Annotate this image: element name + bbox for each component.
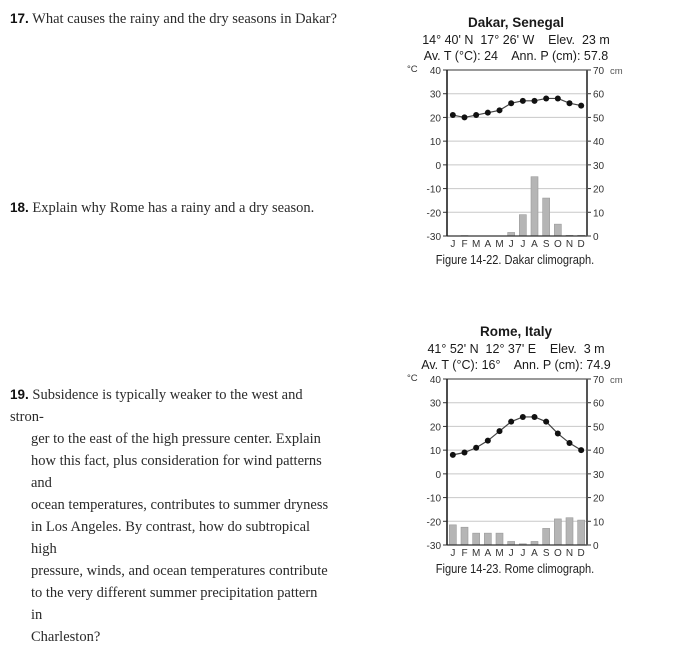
right-axis-tick: 60 [593, 90, 605, 101]
temperature-point [473, 445, 479, 451]
temperature-point [508, 419, 514, 425]
climograph-plot [395, 373, 645, 559]
precip-bar [519, 215, 526, 236]
right-axis-tick: 10 [593, 517, 605, 528]
temperature-point [485, 438, 491, 444]
question-line: ocean temperatures, contributes to summer dryness [10, 494, 330, 516]
month-label: J [520, 239, 525, 250]
right-axis-unit: cm [610, 66, 623, 77]
chart-title: Dakar, Senegal [387, 14, 645, 32]
month-label: D [578, 239, 585, 250]
month-label: J [450, 548, 455, 559]
question-number: 18. [10, 200, 29, 215]
precip-bar [473, 533, 480, 545]
left-axis-tick: 0 [435, 161, 441, 172]
month-label: A [531, 239, 538, 250]
right-axis-tick: 70 [593, 375, 605, 386]
right-axis-tick: 40 [593, 137, 605, 148]
figure-caption: Figure 14-22. Dakar climograph. [405, 252, 626, 267]
temperature-point [567, 100, 573, 106]
precip-bar [554, 224, 561, 236]
dakar-climograph [395, 14, 645, 267]
figure-caption: Figure 14-23. Rome climograph. [405, 561, 626, 576]
temperature-point [555, 95, 561, 101]
month-label: J [520, 548, 525, 559]
temperature-point [450, 452, 456, 458]
left-axis-tick: 20 [430, 422, 442, 433]
temperature-point [462, 114, 468, 120]
chart-location: 41° 52' N 12° 37' E Elev. 3 m [387, 341, 645, 357]
question-number: 19. [10, 387, 29, 402]
temperature-point [497, 428, 503, 434]
temperature-point [462, 450, 468, 456]
left-axis-tick: 0 [435, 470, 441, 481]
precip-bar [531, 177, 538, 236]
month-label: F [461, 239, 467, 250]
right-axis-tick: 70 [593, 66, 605, 77]
temperature-point [578, 447, 584, 453]
left-axis-tick: -30 [427, 232, 442, 243]
chart-summary: Av. T (°C): 24 Ann. P (cm): 57.8 [387, 48, 645, 64]
question-text: Explain why Rome has a rainy and a dry season. [32, 200, 314, 216]
temperature-point [532, 98, 538, 104]
temperature-point [473, 112, 479, 118]
question-line: Charleston? [10, 626, 330, 648]
month-label: F [461, 548, 467, 559]
right-axis-tick: 30 [593, 470, 605, 481]
month-label: A [484, 239, 491, 250]
left-axis-tick: 40 [430, 375, 442, 386]
month-label: M [495, 548, 503, 559]
left-axis-tick: 40 [430, 66, 442, 77]
left-axis-unit: °C [407, 373, 418, 384]
question-line: in Los Angeles. By contrast, how do subtropical high [10, 516, 330, 560]
month-label: D [578, 548, 585, 559]
right-axis-tick: 50 [593, 113, 605, 124]
question-line: pressure, winds, and ocean temperatures contribute [10, 560, 330, 582]
precip-bar [461, 527, 468, 545]
temperature-point [543, 419, 549, 425]
rome-climograph [395, 323, 645, 576]
precip-bar [554, 519, 561, 545]
temperature-point [485, 110, 491, 116]
question-text: What causes the rainy and the dry seasons in Dakar? [32, 11, 337, 27]
right-axis-tick: 50 [593, 422, 605, 433]
temperature-point [450, 112, 456, 118]
right-axis-tick: 0 [593, 541, 599, 552]
temperature-point [532, 414, 538, 420]
precip-bar [496, 533, 503, 545]
left-axis-tick: -20 [427, 208, 442, 219]
question-line: how this fact, plus consideration for wind patterns and [10, 450, 330, 494]
left-axis-tick: 30 [430, 90, 442, 101]
precip-bar [543, 198, 550, 236]
chart-title: Rome, Italy [387, 323, 645, 341]
question-line: 19. Subsidence is typically weaker to the west and stron- [10, 384, 330, 428]
left-axis-tick: 20 [430, 113, 442, 124]
question-line: to the very different summer precipitation pattern in [10, 582, 330, 626]
left-axis-tick: -20 [427, 517, 442, 528]
month-label: J [509, 239, 514, 250]
left-axis-tick: -30 [427, 541, 442, 552]
month-label: M [472, 239, 480, 250]
month-label: N [566, 239, 573, 250]
precip-bar [449, 525, 456, 545]
month-label: A [531, 548, 538, 559]
precip-bar [484, 533, 491, 545]
right-axis-tick: 20 [593, 185, 605, 196]
right-axis-tick: 40 [593, 446, 605, 457]
right-axis-tick: 10 [593, 208, 605, 219]
left-axis-unit: °C [407, 64, 418, 75]
right-axis-tick: 30 [593, 161, 605, 172]
temperature-point [520, 98, 526, 104]
left-axis-tick: 30 [430, 399, 442, 410]
right-axis-tick: 60 [593, 399, 605, 410]
question-18 [10, 197, 340, 219]
month-label: J [450, 239, 455, 250]
month-label: S [543, 239, 550, 250]
question-17 [10, 8, 340, 30]
month-label: O [554, 548, 562, 559]
month-label: M [472, 548, 480, 559]
month-label: A [484, 548, 491, 559]
climograph-plot [395, 64, 645, 250]
temperature-point [497, 107, 503, 113]
chart-summary: Av. T (°C): 16° Ann. P (cm): 74.9 [387, 357, 645, 373]
temperature-point [567, 440, 573, 446]
temperature-point [555, 431, 561, 437]
right-axis-tick: 0 [593, 232, 599, 243]
temperature-point [520, 414, 526, 420]
month-label: J [509, 548, 514, 559]
month-label: S [543, 548, 550, 559]
right-axis-unit: cm [610, 375, 623, 386]
temperature-point [508, 100, 514, 106]
left-axis-tick: -10 [427, 494, 442, 505]
month-label: O [554, 239, 562, 250]
question-number: 17. [10, 11, 29, 26]
right-axis-tick: 20 [593, 494, 605, 505]
question-19 [10, 384, 330, 648]
chart-location: 14° 40' N 17° 26' W Elev. 23 m [387, 32, 645, 48]
temperature-point [578, 103, 584, 109]
left-axis-tick: 10 [430, 137, 442, 148]
precip-bar [578, 520, 585, 545]
left-axis-tick: -10 [427, 185, 442, 196]
temperature-point [543, 95, 549, 101]
month-label: N [566, 548, 573, 559]
precip-bar [543, 528, 550, 545]
left-axis-tick: 10 [430, 446, 442, 457]
precip-bar [566, 518, 573, 545]
month-label: M [495, 239, 503, 250]
question-line: ger to the east of the high pressure center. Explain [10, 428, 330, 450]
